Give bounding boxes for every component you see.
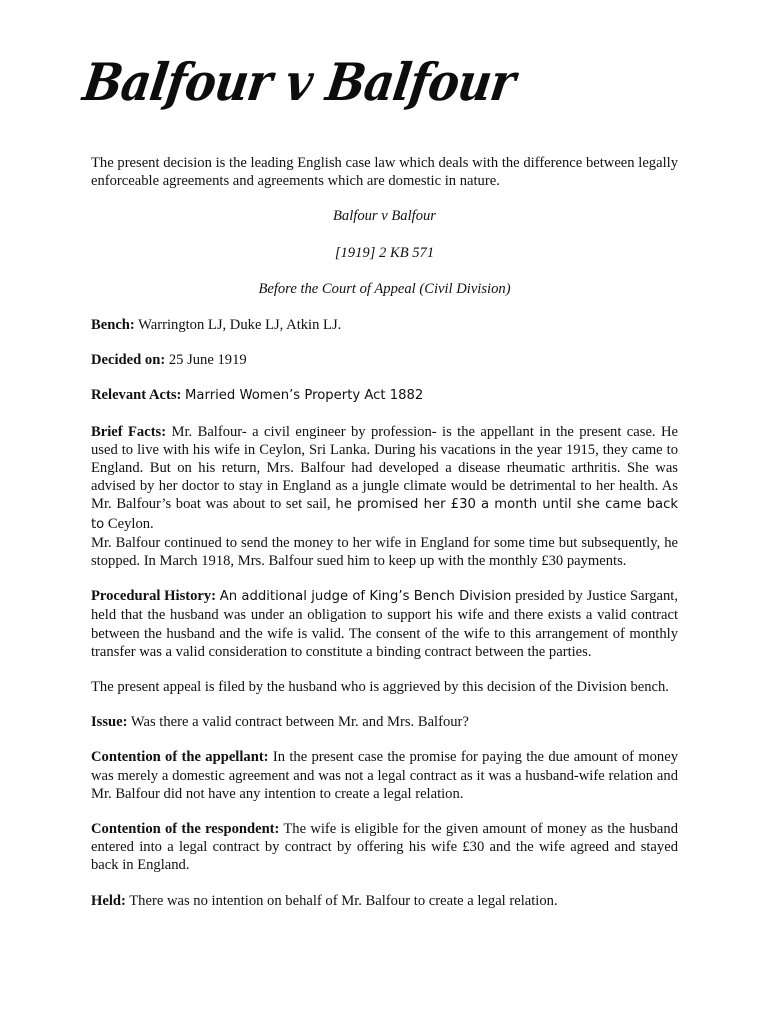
- appeal-paragraph: The present appeal is filed by the husband who is aggrieved by this decision of the Division bench.: [91, 679, 669, 696]
- acts-line: [91, 386, 678, 405]
- held-label: Held:: [91, 892, 126, 909]
- case-name: Balfour v Balfour: [333, 208, 436, 225]
- appellant-paragraph: [91, 748, 678, 803]
- decided-label: Decided on:: [91, 352, 166, 369]
- history-paragraph: [91, 587, 678, 661]
- facts-text-2: Ceylon.: [104, 515, 154, 532]
- respondent-label: Contention of the respondent:: [91, 821, 280, 838]
- court-line: Before the Court of Appeal (Civil Division): [258, 280, 511, 297]
- issue-line: [91, 713, 678, 731]
- history-text-sans: An additional judge of King’s Bench Division: [219, 589, 512, 605]
- intro-paragraph: The present decision is the leading English case law which deals with the difference between legally enforceable agreements and agreements which are domestic in nature.: [91, 155, 678, 190]
- facts-paragraph: [91, 423, 678, 534]
- decided-value: 25 June 1919: [168, 352, 247, 369]
- history-text: presided by Justice Sargant, held that the husband was under an obligation to support his wife and there exists a valid contract between the husband and the wife is valid. The consent of the wife to this arrangement of monthly transfer was a valid consideration to constitute a binding contract between the parties.: [91, 588, 678, 660]
- facts-paragraph-2: Mr. Balfour continued to send the money to her wife in England for some time but subsequently, he stopped. In March 1918, Mrs. Balfour sued him to keep up with the monthly £30 payments.: [91, 534, 678, 570]
- held-value: There was no intention on behalf of Mr. Balfour to create a legal relation.: [129, 892, 558, 909]
- document-body: [91, 154, 678, 927]
- case-citation: [1919] 2 KB 571: [334, 244, 435, 261]
- appellant-value: In the present case the promise for paying the due amount of money was merely a domestic agreement and was not a legal contract as it was a husband-wife relation and Mr. Balfour did not have any intention to create a legal relation.: [91, 749, 679, 802]
- facts-label: Brief Facts:: [91, 423, 167, 440]
- bench-label: Bench:: [91, 317, 135, 334]
- facts-text-1: Mr. Balfour- a civil engineer by profession- is the appellant in the present case. He used to live with his wife in Ceylon, Sri Lanka. During his vacations in the year 1915, they came to England. But on his return, Mrs. Balfour had developed a disease rheumatic arthritis. She was advised by her doctor to stay in England as a jungle climate would be detrimental to her health. As Mr. Balfour’s boat was about to set sail,: [91, 423, 678, 513]
- issue-value: Was there a valid contract between Mr. and Mrs. Balfour?: [130, 714, 469, 731]
- bench-value: Warrington LJ, Duke LJ, Atkin LJ.: [138, 317, 342, 334]
- bench-line: [91, 316, 678, 334]
- acts-value: Married Women’s Property Act 1882: [185, 388, 424, 404]
- decided-line: [91, 351, 678, 369]
- respondent-value: The wife is eligible for the given amount of money as the husband entered into a legal contract by contract by offering his wife £30 and the wife agreed and stayed back in England.: [91, 821, 678, 874]
- issue-label: Issue:: [91, 714, 128, 731]
- appellant-label: Contention of the appellant:: [91, 749, 269, 766]
- document-title: Balfour v Balfour: [79, 52, 519, 113]
- respondent-paragraph: [91, 820, 678, 875]
- held-line: [91, 892, 678, 910]
- facts-text-sans: he promised her £30 a month until she came back to: [91, 497, 678, 532]
- acts-label: Relevant Acts:: [91, 387, 182, 404]
- history-label: Procedural History:: [91, 588, 217, 605]
